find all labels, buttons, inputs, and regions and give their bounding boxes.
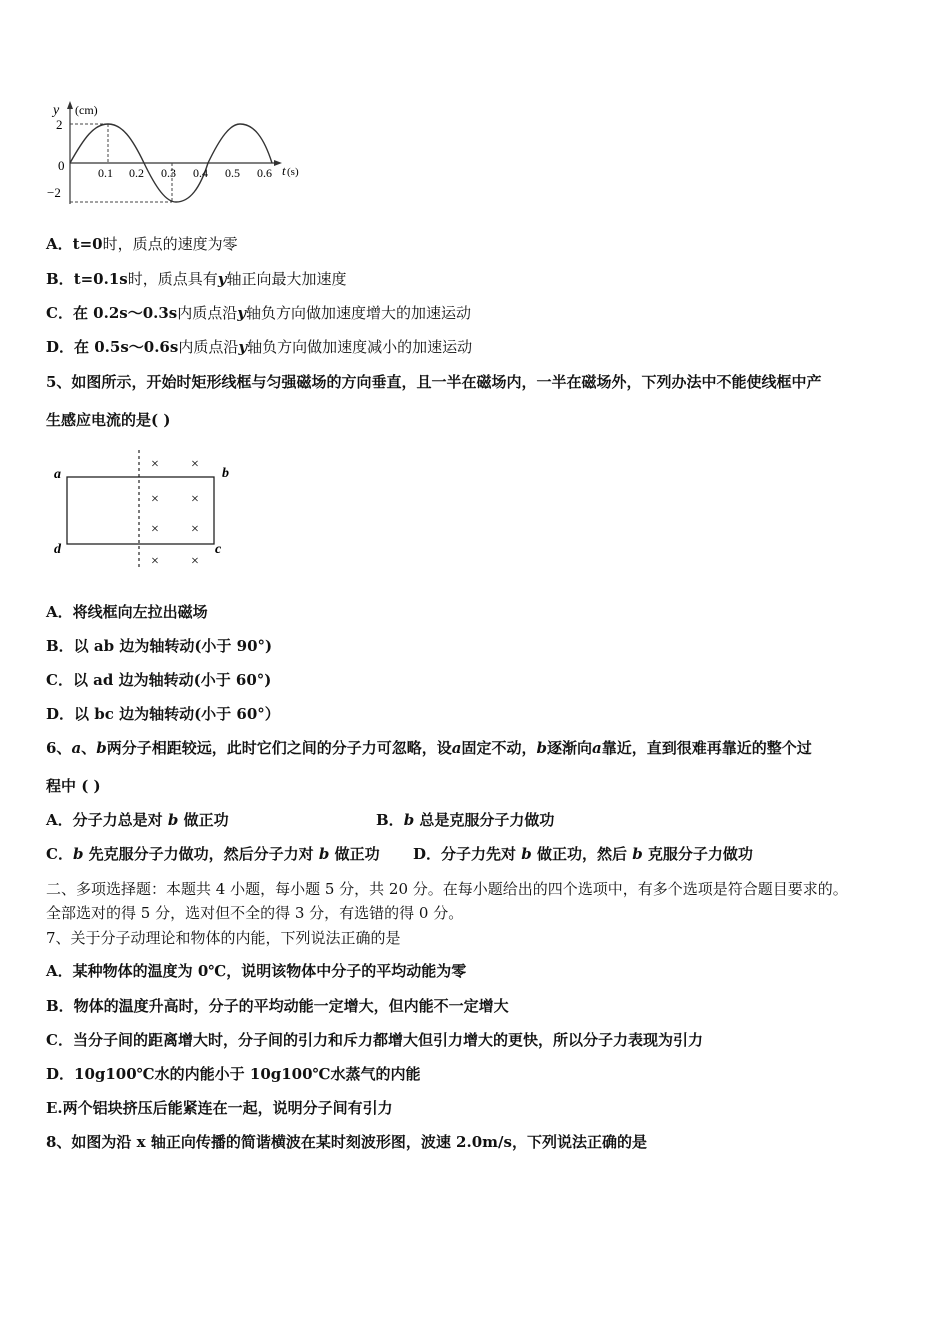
- molecule-symbol: b: [72, 845, 84, 863]
- axis-symbol: y: [238, 338, 248, 356]
- option-text: 克服分子力做功: [642, 845, 753, 863]
- option-text: B．: [376, 811, 404, 829]
- option-text: 内质点沿: [178, 338, 239, 356]
- t-axis-label: t: [282, 163, 286, 178]
- corner-label-b: b: [222, 466, 229, 481]
- option-text: 轴负方向做加速度减小的加速运动: [247, 338, 473, 356]
- y-axis-arrow-icon: [67, 101, 73, 109]
- molecule-symbol: a: [451, 739, 462, 757]
- field-cross-icon: ×: [151, 522, 159, 537]
- q8-stem: 8、如图为沿 x 轴正向传播的简谐横波在某时刻波形图，波速 2.0m/s，下列说法正确的是: [46, 1133, 647, 1151]
- axis-symbol: y: [217, 270, 227, 288]
- q5-stem-line1: 5、如图所示，开始时矩形线框与匀强磁场的方向垂直，且一半在磁场内，一半在磁场外，下列办法中不能使线框中产: [46, 373, 822, 391]
- stem-text: 两分子相距较远，此时它们之间的分子力可忽略，设: [106, 739, 452, 757]
- t-tick-label: 0.2: [129, 166, 144, 180]
- t-tick-label: 0.3: [161, 166, 176, 180]
- q6-option-a: [46, 810, 229, 830]
- sine-wave-graph: [44, 98, 306, 210]
- y-axis-unit: (cm): [75, 103, 98, 117]
- magnetic-field-frame-diagram: [50, 446, 240, 572]
- q6-option-b: [376, 810, 554, 830]
- q6-stem-line2: 程中 ( ): [46, 777, 101, 795]
- y-axis-label: y: [53, 103, 60, 118]
- field-cross-icon: ×: [151, 492, 159, 507]
- t-tick-label: 0.6: [257, 166, 272, 180]
- option-text: A．分子力总是对: [46, 811, 168, 829]
- q7-option-a: A．某种物体的温度为 0℃，说明该物体中分子的平均动能为零: [46, 962, 467, 980]
- option-text: 做正功，然后: [531, 845, 633, 863]
- q7-option-e: E.两个铝块挤压后能紧连在一起，说明分子间有引力: [46, 1099, 393, 1117]
- stem-text: 6、: [46, 739, 72, 757]
- q4-option-a: [46, 234, 238, 254]
- field-cross-icon: ×: [191, 492, 199, 507]
- t-axis-unit: (s): [287, 166, 299, 178]
- field-cross-icon: ×: [151, 554, 159, 569]
- q7-option-b: B．物体的温度升高时，分子的平均动能一定增大，但内能不一定增大: [46, 997, 509, 1015]
- y-min-label: −2: [47, 185, 61, 200]
- stem-text: 、: [81, 739, 97, 757]
- stem-text: 固定不动，: [461, 739, 537, 757]
- molecule-symbol: b: [318, 845, 330, 863]
- q5-option-b: B．以 ab 边为轴转动(小于 90°): [46, 637, 273, 655]
- option-text: 内质点沿: [177, 304, 238, 322]
- origin-label: 0: [58, 158, 65, 173]
- molecule-symbol: b: [536, 739, 547, 757]
- molecule-symbol: b: [167, 811, 179, 829]
- q6-stem-line1: [46, 738, 812, 758]
- option-prefix: D．在: [46, 338, 95, 356]
- option-text: 总是克服分子力做功: [414, 811, 555, 829]
- molecule-symbol: a: [71, 739, 82, 757]
- field-cross-icon: ×: [191, 457, 199, 472]
- molecule-symbol: b: [521, 845, 532, 863]
- option-text: 轴正向最大加速度: [226, 270, 347, 288]
- field-cross-icon: ×: [191, 554, 199, 569]
- stem-text: 逐渐向: [546, 739, 592, 757]
- field-cross-icon: ×: [151, 457, 159, 472]
- stem-text: 靠近，直到很难再靠近的整个过: [601, 739, 812, 757]
- option-text: 做正功: [329, 845, 380, 863]
- t-tick-label: 0.1: [98, 166, 113, 180]
- option-text: 时，质点具有: [127, 270, 218, 288]
- time-value: t=0: [72, 235, 103, 253]
- option-text: C．: [46, 845, 73, 863]
- corner-label-c: c: [215, 542, 222, 557]
- option-text: D．分子力先对: [413, 845, 522, 863]
- option-text: 时，质点的速度为零: [102, 235, 238, 253]
- molecule-symbol: a: [591, 739, 602, 757]
- option-prefix: B．: [46, 270, 74, 288]
- molecule-symbol: b: [96, 739, 107, 757]
- time-range: 0.5s～0.6s: [94, 338, 179, 356]
- q6-option-d: [413, 844, 753, 864]
- corner-label-a: a: [54, 467, 61, 482]
- corner-label-d: d: [54, 542, 61, 557]
- field-cross-icon: ×: [191, 522, 199, 537]
- y-max-label: 2: [56, 117, 63, 132]
- q4-option-b: [46, 269, 346, 289]
- q7-stem: 7、关于分子动理论和物体的内能，下列说法正确的是: [46, 929, 401, 947]
- q4-option-d: [46, 337, 472, 357]
- option-text: 先克服分子力做功，然后分子力对: [83, 845, 319, 863]
- q6-option-c: [46, 844, 380, 864]
- option-prefix: A．: [46, 235, 73, 253]
- molecule-symbol: b: [632, 845, 643, 863]
- t-tick-label: 0.4: [193, 166, 208, 180]
- time-value: t=0.1s: [73, 270, 128, 288]
- t-tick-label: 0.5: [225, 166, 240, 180]
- option-prefix: C．在: [46, 304, 94, 322]
- q5-option-c: C．以 ad 边为轴转动(小于 60°): [46, 671, 272, 689]
- q5-option-d: D．以 bc 边为轴转动(小于 60°）: [46, 705, 280, 723]
- t-axis-arrow-icon: [274, 160, 282, 166]
- time-range: 0.2s～0.3s: [93, 304, 178, 322]
- q7-option-c: C．当分子间的距离增大时，分子间的引力和斥力都增大但引力增大的更快，所以分子力表现为引力: [46, 1031, 703, 1049]
- option-text: 轴负方向做加速度增大的加速运动: [246, 304, 472, 322]
- q4-option-c: [46, 303, 471, 323]
- axis-symbol: y: [237, 304, 246, 322]
- molecule-symbol: b: [403, 811, 415, 829]
- q5-option-a: A．将线框向左拉出磁场: [46, 603, 208, 621]
- q7-option-d: D．10g100℃水的内能小于 10g100℃水蒸气的内能: [46, 1065, 421, 1083]
- section2-instruction-line1: 二、多项选择题：本题共 4 小题，每小题 5 分，共 20 分。在每小题给出的四个选项中，有多个选项是符合题目要求的。: [46, 880, 848, 898]
- section2-instruction-line2: 全部选对的得 5 分，选对但不全的得 3 分，有选错的得 0 分。: [46, 904, 464, 922]
- q5-stem-line2: 生感应电流的是( ): [46, 411, 171, 429]
- option-text: 做正功: [178, 811, 229, 829]
